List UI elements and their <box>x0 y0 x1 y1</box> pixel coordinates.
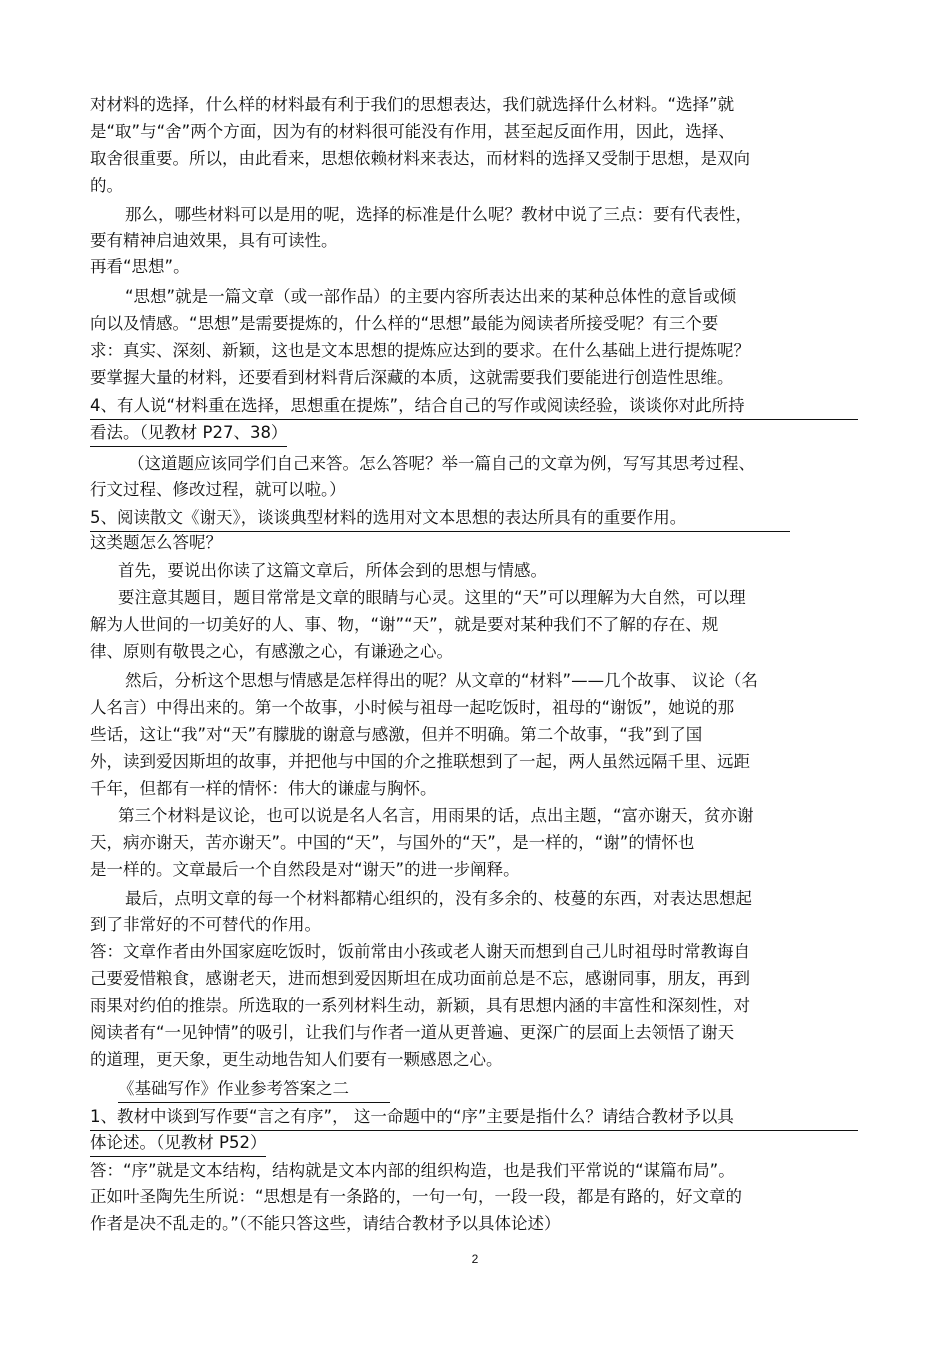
text-line: 答：文章作者由外国家庭吃饭时，饭前常由小孩或老人谢天而想到自己儿时祖母时常教诲自 <box>90 942 750 961</box>
text-line: 外，读到爱因斯坦的故事，并把他与中国的介之推联想到了一起，两人虽然远隔千里、远距 <box>90 752 750 771</box>
question-4-line: 看法。（见教材 P27、38） <box>90 420 287 447</box>
question-1-line: 体论述。（见教材 P52） <box>90 1130 266 1157</box>
text-line: 作者是决不乱走的。”（不能只答这些，请结合教材予以具体论述） <box>90 1214 561 1233</box>
text-line: 再看“思想”。 <box>90 257 190 276</box>
text-line: 首先，要说出你读了这篇文章后，所体会到的思想与情感。 <box>118 561 547 580</box>
text-line: 己要爱惜粮食，感谢老天，进而想到爱因斯坦在成功面前总是不忘，感谢同事，朋友，再到 <box>90 969 750 988</box>
page-number: 2 <box>471 1252 479 1266</box>
text-line: 人名言）中得出来的。第一个故事，小时候与祖母一起吃饭时，祖母的“谢饭”，她说的那 <box>90 698 735 717</box>
text-line: 雨果对约伯的推崇。所选取的一系列材料生动，新颖，具有思想内涵的丰富性和深刻性，对 <box>90 996 750 1015</box>
text-line: 取舍很重要。所以，由此看来，思想依赖材料来表达，而材料的选择又受制于思想，是双向 <box>90 149 750 168</box>
text-line: 这类题怎么答呢？ <box>90 533 222 552</box>
text-line: 行文过程、修改过程，就可以啦。） <box>90 480 346 499</box>
text-line: 些话，这让“我”对“天”有朦胧的谢意与感激，但并不明确。第二个故事，“我”到了国 <box>90 725 703 744</box>
text-line: 解为人世间的一切美好的人、事、物，“谢”“天”，就是要对某种我们不了解的存在、规 <box>90 615 719 634</box>
text-line: 的。 <box>90 176 123 195</box>
text-line: 是一样的。文章最后一个自然段是对“谢天”的进一步阐释。 <box>90 860 520 879</box>
text-line: 正如叶圣陶先生所说：“思想是有一条路的，一句一句，一段一段，都是有路的，好文章的 <box>90 1187 743 1206</box>
text-line: 向以及情感。“思想”是需要提炼的，什么样的“思想”最能为阅读者所接受呢？有三个要 <box>90 314 719 333</box>
text-line: 的道理，更天象，更生动地告知人们要有一颗感恩之心。 <box>90 1050 503 1069</box>
text-line: 要注意其题目，题目常常是文章的眼睛与心灵。这里的“天”可以理解为大自然，可以理 <box>118 588 746 607</box>
text-line: 天，病亦谢天，苦亦谢天”。中国的“天”，与国外的“天”，是一样的，“谢”的情怀也 <box>90 833 695 852</box>
text-line: “思想”就是一篇文章（或一部作品）的主要内容所表达出来的某种总体性的意旨或倾 <box>125 287 737 306</box>
text-line: 要掌握大量的材料，还要看到材料背后深藏的本质，这就需要我们要能进行创造性思维。 <box>90 368 734 387</box>
text-line: 然后，分析这个思想与情感是怎样得出的呢？从文章的“材料”——几个故事、 议论（名 <box>125 671 758 690</box>
text-line: 是“取”与“舍”两个方面，因为有的材料很可能没有作用，甚至起反面作用，因此，选择、 <box>90 122 735 141</box>
text-line: 求：真实、深刻、新颖，这也是文本思想的提炼应达到的要求。在什么基础上进行提炼呢？ <box>90 341 750 360</box>
text-line: 要有精神启迪效果，具有可读性。 <box>90 231 338 250</box>
question-4-line: 4、有人说“材料重在选择，思想重在提炼”，结合自己的写作或阅读经验，谈谈你对此所持 <box>90 393 858 420</box>
text-line: 阅读者有“一见钟情”的吸引，让我们与作者一道从更普遍、更深广的层面上去领悟了谢天 <box>90 1023 735 1042</box>
text-line: （这道题应该同学们自己来答。怎么答呢？举一篇自己的文章为例，写写其思考过程、 <box>128 454 755 473</box>
text-line: 答：“序”就是文本结构，结构就是文本内部的组织构造，也是我们平常说的“谋篇布局”。 <box>90 1161 735 1180</box>
text-line: 对材料的选择，什么样的材料最有利于我们的思想表达，我们就选择什么材料。“选择”就 <box>90 95 735 114</box>
text-line: 千年，但都有一样的情怀：伟大的谦虚与胸怀。 <box>90 779 437 798</box>
text-line: 律、原则有敬畏之心，有感激之心，有谦逊之心。 <box>90 642 453 661</box>
section-heading: 《基础写作》作业参考答案之二 <box>118 1076 390 1103</box>
text-line: 最后，点明文章的每一个材料都精心组织的，没有多余的、枝蔓的东西，对表达思想起 <box>125 889 752 908</box>
text-line: 第三个材料是议论，也可以说是名人名言，用雨果的话，点出主题，“富亦谢天，贫亦谢 <box>118 806 754 825</box>
question-1-line: 1、教材中谈到写作要“言之有序”， 这一命题中的“序”主要是指什么？请结合教材予以具 <box>90 1104 858 1131</box>
text-line: 到了非常好的不可替代的作用。 <box>90 915 321 934</box>
question-5-line: 5、阅读散文《谢天》，谈谈典型材料的选用对文本思想的表达所具有的重要作用。 <box>90 505 790 532</box>
text-line: 那么，哪些材料可以是用的呢，选择的标准是什么呢？教材中说了三点：要有代表性， <box>125 205 752 224</box>
